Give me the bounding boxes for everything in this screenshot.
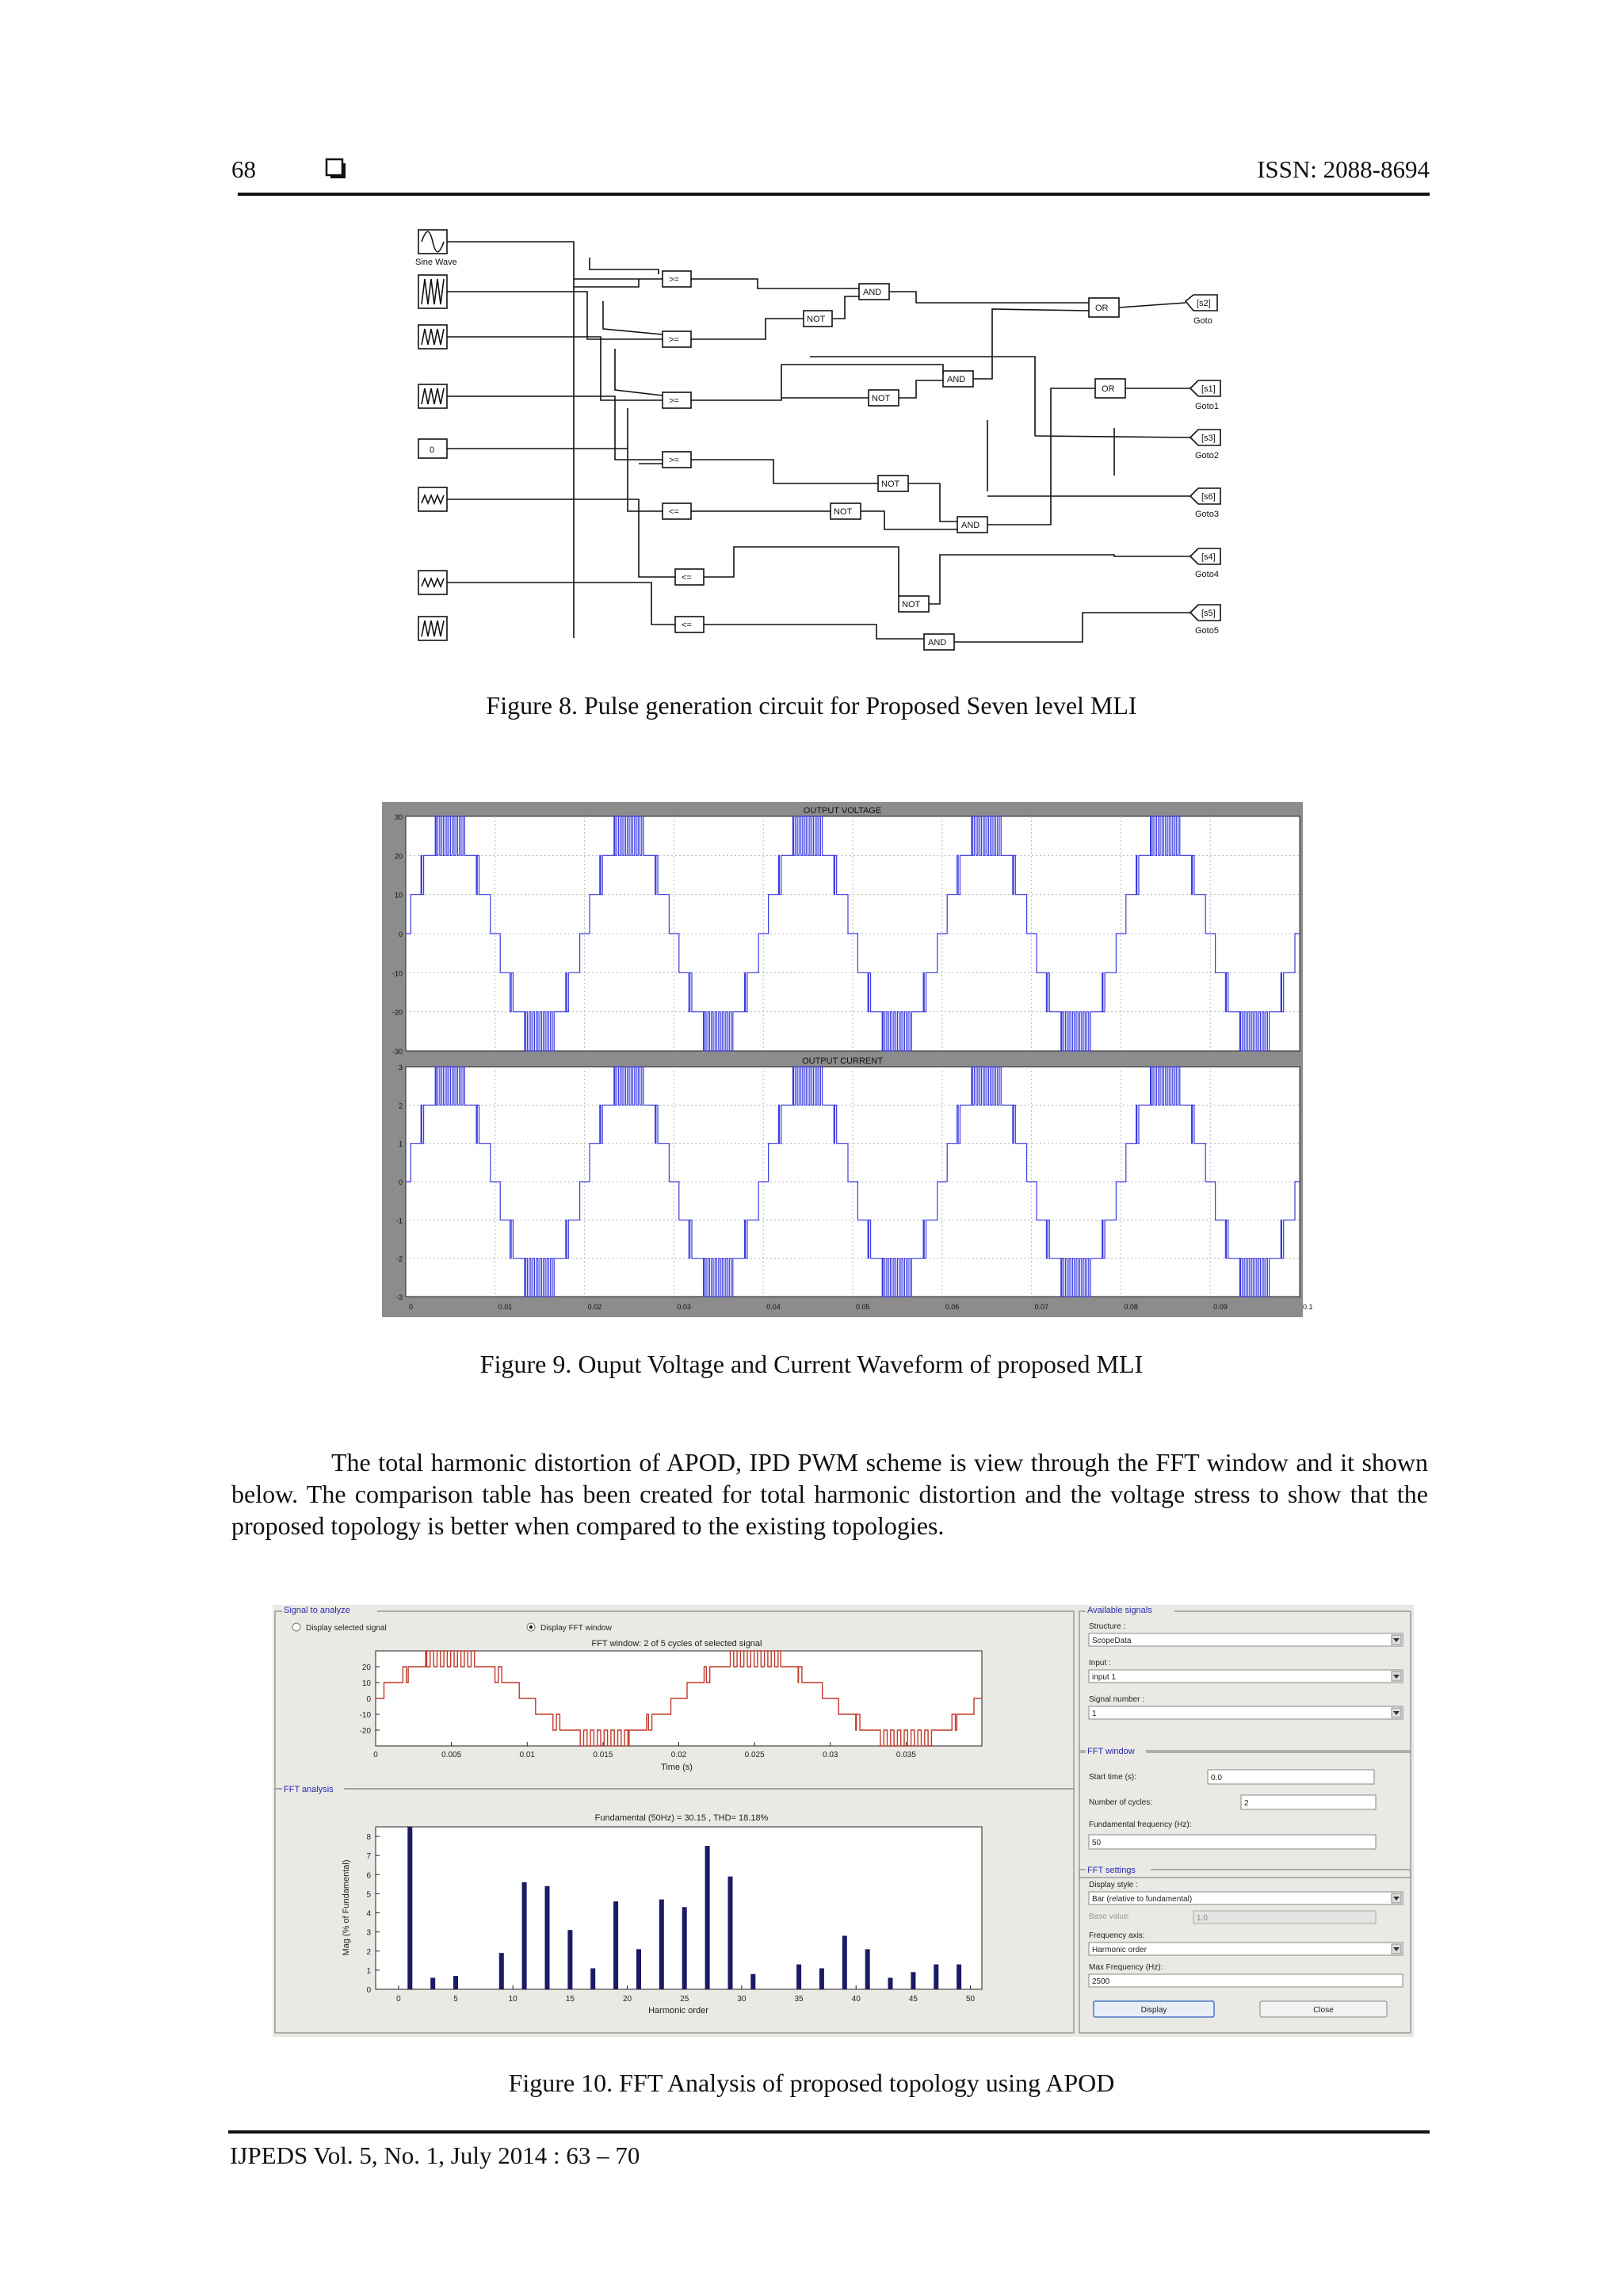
svg-text:AND: AND <box>928 638 947 648</box>
svg-text:<=: <= <box>669 507 679 517</box>
fft-bar <box>636 1949 641 1989</box>
time-tick: 0.03 <box>677 1303 691 1311</box>
body-paragraph: The total harmonic distortion of APOD, IPD PWM scheme is view through the FFT window and it shown below. The comparison table has been created for total harmonic distortion and the voltage stress to show that the proposed topology is better when compared to the existing topologies. <box>231 1448 1428 1540</box>
max-frequency-input[interactable] <box>1089 1974 1403 1987</box>
signal-x-tick: 0.02 <box>670 1751 687 1759</box>
svg-text:Goto3: Goto3 <box>1195 510 1219 519</box>
fft-bar <box>453 1976 458 1989</box>
fft-y-tick: 1 <box>366 1966 371 1976</box>
current-y-tick: -3 <box>395 1293 403 1301</box>
fft-bar <box>613 1901 618 1989</box>
svg-text:NOT: NOT <box>872 394 891 403</box>
signal-x-tick: 0 <box>373 1751 378 1759</box>
fft-xlabel: Harmonic order <box>648 2006 708 2015</box>
fft-bar <box>750 1974 755 1989</box>
svg-text:[s1]: [s1] <box>1201 384 1216 394</box>
fft-ylabel: Mag (% of Fundamental) <box>342 1859 351 1956</box>
svg-text:[s6]: [s6] <box>1201 492 1216 502</box>
svg-text:2500: 2500 <box>1092 1977 1110 1986</box>
signal-x-tick: 0.005 <box>441 1751 462 1759</box>
svg-text:>=: >= <box>669 396 679 406</box>
signal-y-tick: -10 <box>359 1711 371 1720</box>
signal-y-tick: 10 <box>361 1679 371 1688</box>
figure10-caption: Figure 10. FFT Analysis of proposed topology using APOD <box>508 2069 1115 2097</box>
voltage-y-tick: 20 <box>394 852 403 861</box>
svg-text:Start time (s):: Start time (s): <box>1089 1773 1137 1782</box>
fft-bar <box>659 1900 664 1989</box>
time-tick: 0.1 <box>1303 1303 1313 1311</box>
fft-x-tick: 50 <box>966 1995 976 2004</box>
svg-text:Goto4: Goto4 <box>1195 570 1219 579</box>
figure9-caption: Figure 9. Ouput Voltage and Current Waveform of proposed MLI <box>479 1350 1144 1378</box>
svg-text:input 1: input 1 <box>1092 1673 1117 1682</box>
fft-bar <box>796 1965 801 1989</box>
svg-text:2: 2 <box>1244 1799 1249 1808</box>
voltage-y-tick: -30 <box>391 1048 403 1056</box>
current-y-tick: 3 <box>398 1064 403 1072</box>
fft-bar <box>819 1969 824 1990</box>
fft-bar <box>682 1907 687 1989</box>
time-tick: 0 <box>409 1303 414 1311</box>
fft-x-tick: 45 <box>908 1995 918 2004</box>
fft-x-tick: 40 <box>851 1995 861 2004</box>
fft-bar <box>888 1978 893 1990</box>
footer-rule <box>228 2130 1430 2134</box>
svg-text:OR: OR <box>1102 384 1115 394</box>
page-number: 68 <box>231 155 256 183</box>
signal-y-tick: -20 <box>359 1727 371 1736</box>
figure8-circuit <box>401 222 1241 650</box>
svg-text:>=: >= <box>669 335 679 345</box>
svg-text:NOT: NOT <box>881 479 900 489</box>
figure9-scope <box>382 802 1313 1317</box>
fft-y-tick: 3 <box>366 1928 371 1938</box>
svg-text:Bar (relative to fundamental): Bar (relative to fundamental) <box>1092 1895 1193 1904</box>
svg-text:NOT: NOT <box>807 315 826 324</box>
fft-bar <box>705 1846 710 1989</box>
svg-text:[s3]: [s3] <box>1201 434 1216 443</box>
start-time-input[interactable] <box>1208 1770 1374 1784</box>
svg-text:0.0: 0.0 <box>1211 1774 1222 1782</box>
fft-bar <box>522 1882 527 1989</box>
voltage-y-tick: 30 <box>394 813 403 821</box>
svg-text:Harmonic order: Harmonic order <box>1092 1946 1147 1954</box>
svg-text:ScopeData: ScopeData <box>1092 1637 1132 1645</box>
svg-text:Number of cycles:: Number of cycles: <box>1089 1798 1153 1807</box>
fft-bar <box>957 1965 961 1989</box>
time-tick: 0.06 <box>945 1303 960 1311</box>
svg-text:Display FFT window: Display FFT window <box>540 1624 612 1633</box>
fft-bar <box>865 1949 870 1989</box>
svg-text:NOT: NOT <box>902 600 921 609</box>
svg-text:Goto5: Goto5 <box>1195 626 1219 636</box>
signal-y-tick: 20 <box>361 1664 371 1672</box>
svg-text:[s5]: [s5] <box>1201 609 1216 618</box>
fft-y-tick: 2 <box>366 1947 371 1957</box>
input-select[interactable] <box>1089 1670 1403 1683</box>
svg-text:Display: Display <box>1140 2006 1167 2015</box>
fft-settings-title: FFT settings <box>1087 1866 1136 1875</box>
figure10-fft-gui <box>273 1605 1414 2037</box>
constant-label: 0 <box>430 445 435 455</box>
signal-x-tick: 0.03 <box>823 1751 838 1759</box>
current-y-tick: 1 <box>398 1140 403 1148</box>
voltage-y-tick: -10 <box>391 969 403 978</box>
svg-text:Base value:: Base value: <box>1089 1912 1131 1921</box>
svg-text:Input :: Input : <box>1089 1659 1111 1668</box>
svg-text:[s4]: [s4] <box>1201 552 1216 562</box>
svg-text:Structure :: Structure : <box>1089 1622 1126 1631</box>
fft-y-tick: 8 <box>366 1833 371 1843</box>
fft-x-tick: 30 <box>737 1995 747 2004</box>
signal-panel-title: Signal to analyze <box>284 1606 350 1615</box>
signal-y-tick: 0 <box>366 1695 371 1704</box>
fft-bar <box>842 1936 847 1990</box>
svg-text:NOT: NOT <box>834 507 853 517</box>
svg-text:Signal number :: Signal number : <box>1089 1695 1145 1704</box>
svg-text:Close: Close <box>1313 2006 1334 2015</box>
svg-text:Goto2: Goto2 <box>1195 451 1219 460</box>
svg-text:>=: >= <box>669 275 679 285</box>
svg-text:Fundamental frequency (Hz):: Fundamental frequency (Hz): <box>1089 1820 1192 1829</box>
fft-x-tick: 20 <box>622 1995 632 2004</box>
fft-bar <box>728 1877 733 1989</box>
ballot-box-icon <box>326 159 346 179</box>
fft-x-tick: 35 <box>794 1995 804 2004</box>
svg-text:Max Frequency (Hz):: Max Frequency (Hz): <box>1089 1963 1163 1972</box>
time-tick: 0.02 <box>587 1303 602 1311</box>
cycles-input[interactable] <box>1241 1795 1376 1809</box>
svg-text:>=: >= <box>669 456 679 465</box>
fft-y-tick: 7 <box>366 1852 371 1862</box>
structure-select[interactable] <box>1089 1633 1403 1646</box>
available-signals-title: Available signals <box>1087 1606 1152 1615</box>
sine-wave-label: Sine Wave <box>415 258 457 267</box>
header-rule <box>238 193 1430 196</box>
fft-window-title: FFT window <box>1087 1747 1135 1756</box>
current-y-tick: 0 <box>398 1179 403 1186</box>
fft-x-tick: 25 <box>680 1995 689 2004</box>
svg-text:[s2]: [s2] <box>1197 299 1211 308</box>
base-value-input <box>1193 1911 1376 1924</box>
fft-y-tick: 6 <box>366 1871 371 1881</box>
current-title: OUTPUT CURRENT <box>802 1056 883 1066</box>
fft-x-tick: 5 <box>453 1995 458 2004</box>
fft-x-tick: 0 <box>396 1995 401 2004</box>
signal-x-tick: 0.035 <box>896 1751 916 1759</box>
svg-text:AND: AND <box>961 521 980 530</box>
svg-text:<=: <= <box>682 621 692 630</box>
signal-x-tick: 0.015 <box>593 1751 613 1759</box>
time-tick: 0.09 <box>1213 1303 1228 1311</box>
time-tick: 0.08 <box>1124 1303 1138 1311</box>
signal-x-tick: 0.025 <box>744 1751 765 1759</box>
figure8-caption: Figure 8. Pulse generation circuit for Proposed Seven level MLI <box>486 691 1137 720</box>
fft-x-tick: 10 <box>508 1995 517 2004</box>
fft-y-tick: 4 <box>366 1909 371 1919</box>
fft-y-tick: 0 <box>366 1986 371 1995</box>
voltage-y-tick: -20 <box>391 1008 403 1017</box>
svg-text:AND: AND <box>947 375 966 384</box>
current-y-tick: 2 <box>398 1102 403 1110</box>
radio-display-selected[interactable] <box>292 1623 300 1631</box>
fft-bar <box>407 1827 412 1989</box>
voltage-y-tick: 0 <box>398 930 403 938</box>
fft-x-tick: 15 <box>565 1995 575 2004</box>
signal-number-select[interactable] <box>1089 1706 1403 1719</box>
fft-bar <box>545 1886 550 1989</box>
signal-plot-title: FFT window: 2 of 5 cycles of selected signal <box>591 1639 762 1648</box>
fft-bar <box>567 1930 572 1989</box>
fft-bar <box>590 1969 595 1990</box>
svg-text:Goto1: Goto1 <box>1195 402 1219 411</box>
svg-text:Frequency axis:: Frequency axis: <box>1089 1931 1145 1940</box>
svg-text:Display selected signal: Display selected signal <box>306 1624 387 1633</box>
fft-bar <box>499 1953 504 1989</box>
current-y-tick: -1 <box>395 1217 403 1225</box>
footer-journal: IJPEDS Vol. 5, No. 1, July 2014 : 63 – 70 <box>230 2141 640 2169</box>
svg-text:Goto: Goto <box>1193 316 1212 326</box>
time-tick: 0.07 <box>1034 1303 1049 1311</box>
fundamental-frequency-input[interactable] <box>1089 1835 1376 1849</box>
signal-x-tick: 0.01 <box>519 1751 535 1759</box>
signal-xlabel: Time (s) <box>661 1763 693 1772</box>
time-tick: 0.04 <box>766 1303 781 1311</box>
fft-panel-title: FFT analysis <box>284 1785 334 1794</box>
current-y-tick: -2 <box>395 1255 403 1263</box>
voltage-title: OUTPUT VOLTAGE <box>803 806 882 816</box>
svg-text:Display style :: Display style : <box>1089 1881 1138 1889</box>
time-tick: 0.01 <box>498 1303 513 1311</box>
fft-plot-title: Fundamental (50Hz) = 30.15 , THD= 18.18% <box>594 1813 769 1823</box>
svg-text:OR: OR <box>1095 304 1109 313</box>
fft-bar <box>934 1965 938 1989</box>
svg-text:1: 1 <box>1092 1710 1097 1718</box>
svg-text:AND: AND <box>863 288 882 297</box>
fft-bar <box>430 1978 435 1990</box>
fft-bar <box>911 1972 915 1989</box>
svg-text:1.0: 1.0 <box>1197 1914 1208 1923</box>
svg-text:<=: <= <box>682 573 692 583</box>
time-tick: 0.05 <box>856 1303 870 1311</box>
issn: ISSN: 2088-8694 <box>1257 155 1430 183</box>
voltage-y-tick: 10 <box>394 891 403 900</box>
svg-text:50: 50 <box>1092 1839 1102 1847</box>
fft-y-tick: 5 <box>366 1890 371 1900</box>
